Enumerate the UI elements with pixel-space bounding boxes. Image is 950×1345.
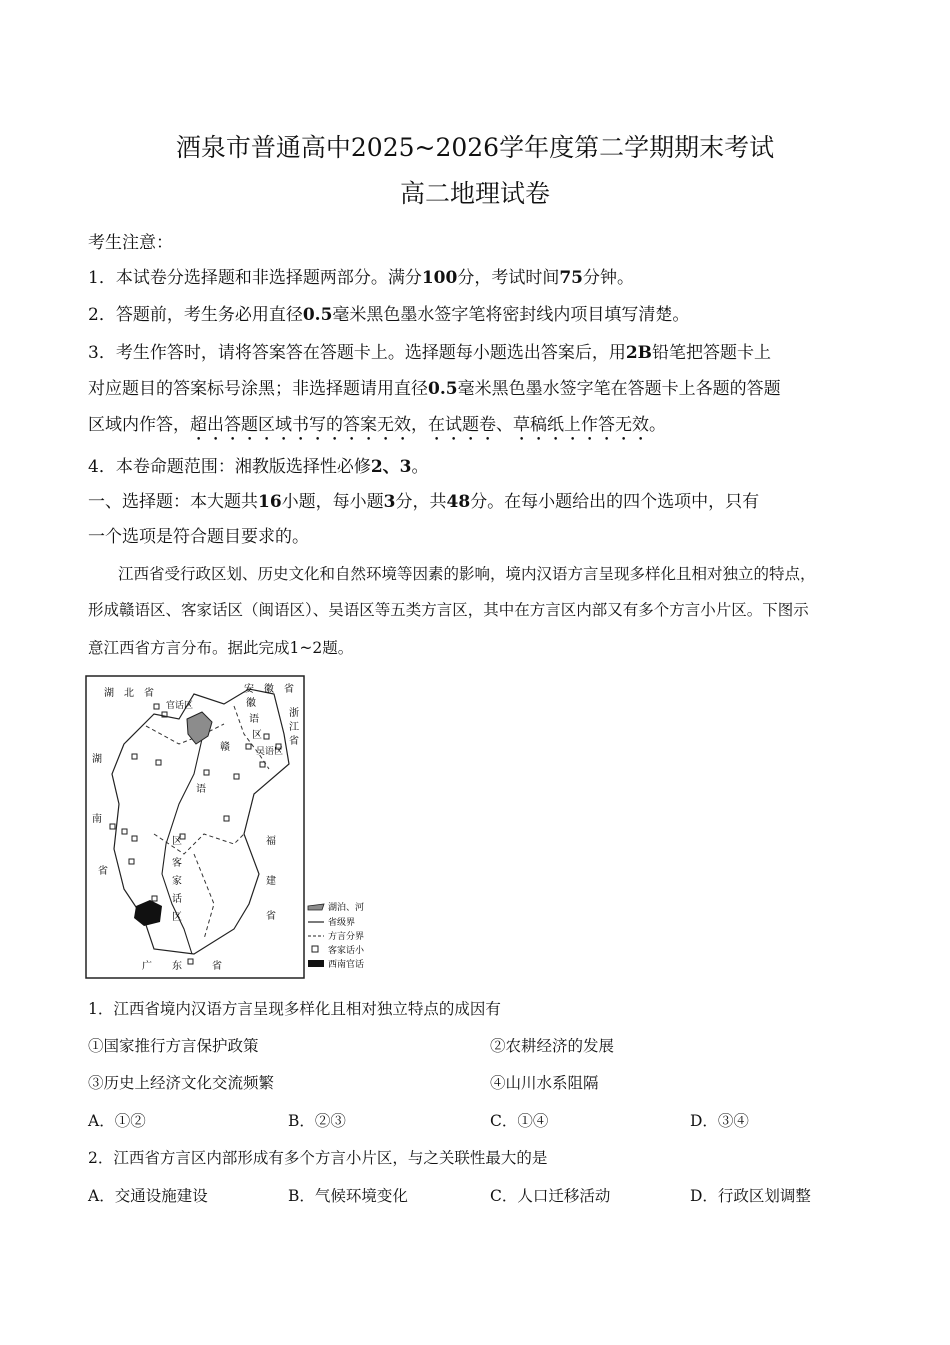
map-label-hui-2: 语 xyxy=(249,714,259,725)
question-2-option-b[interactable]: B．气候环境变化 xyxy=(288,1187,408,1205)
map-label-hakka-1: 客 xyxy=(172,858,182,869)
notice-text: 毫米黑色墨水签字笔将密封线内项目填写清楚。 xyxy=(332,305,690,325)
notice-item-4 xyxy=(88,452,429,477)
question-2-option-c[interactable]: C．人口迁移活动 xyxy=(490,1187,611,1205)
notice-mm: 0.5 xyxy=(428,379,458,399)
map-label-fujian-2: 建 xyxy=(266,876,276,887)
legend-southwest: 西南官话 xyxy=(328,960,365,970)
map-label-guangdong: 广 东 省 xyxy=(142,961,222,972)
map-legend xyxy=(308,901,365,970)
map-label-gan-1: 赣 xyxy=(220,742,230,753)
notice-text: 分钟。 xyxy=(583,268,634,288)
map-label-zhejiang-3: 省 xyxy=(289,736,299,747)
passage-line-3: 意江西省方言分布。据此完成1~2题。 xyxy=(88,639,354,657)
notice-text: 2．答题前，考生务必用直径 xyxy=(88,305,303,325)
question-1-option-b[interactable]: B．②③ xyxy=(288,1112,346,1130)
legend-lake-symbol xyxy=(308,904,324,910)
notice-item-3-line-1 xyxy=(88,338,771,363)
section-heading-line-2: 一个选项是符合题目要求的。 xyxy=(88,527,309,547)
notice-heading: 考生注意： xyxy=(88,233,173,253)
notice-emphasis: 超出答题区域书写的答案无效，在试题卷、草稿纸上作答无效 xyxy=(190,415,649,435)
map-label-hui-3: 区 xyxy=(252,730,262,741)
map-label-anhui: 安 徽 省 xyxy=(244,684,294,695)
map-label-hakka-2: 家 xyxy=(172,876,182,887)
legend-lake: 湖泊、河 xyxy=(328,903,365,913)
section-text: 小题，每小题 xyxy=(281,492,384,512)
question-1-statement-4: ④山川水系阻隔 xyxy=(490,1074,599,1092)
jiangxi-dialect-map xyxy=(84,674,384,984)
section-total: 48 xyxy=(446,492,471,512)
dialect-boundary xyxy=(146,706,269,939)
map-label-wu: 吴语区 xyxy=(256,747,284,757)
map-label-hunan-3: 省 xyxy=(98,866,108,877)
notice-range: 2、3 xyxy=(370,457,412,477)
notice-text: 铅笔把答题卡上 xyxy=(652,343,772,363)
map-label-hakka-4: 区 xyxy=(172,912,182,923)
legend-southwest-symbol xyxy=(308,960,324,967)
notice-score: 100 xyxy=(421,268,458,288)
question-1-statement-3: ③历史上经济文化交流频繁 xyxy=(88,1074,275,1092)
legend-province: 省级界 xyxy=(328,918,356,928)
notice-text: 4．本卷命题范围：湘教版选择性必修 xyxy=(88,457,371,477)
section-count: 16 xyxy=(258,492,282,512)
passage-line-2: 形成赣语区、客家话区（闽语区）、吴语区等五类方言区，其中在方言区内部又有多个方言小片区。下图示 xyxy=(88,601,809,619)
river xyxy=(162,739,202,954)
question-1-statement-1: ①国家推行方言保护政策 xyxy=(88,1037,259,1055)
notice-item-3-line-3 xyxy=(88,410,666,445)
map-label-hubei: 湖 北 省 xyxy=(104,688,154,699)
map-label-zhejiang-2: 江 xyxy=(289,722,299,733)
legend-hakka-symbol xyxy=(312,946,318,952)
exam-title: 酒泉市普通高中2025~2026学年度第二学期期末考试 xyxy=(175,133,775,162)
section-text: 分。在每小题给出的四个选项中，只有 xyxy=(470,492,760,512)
question-2-option-a[interactable]: A．交通设施建设 xyxy=(88,1187,208,1205)
notice-text: 区域内作答， xyxy=(88,415,190,435)
map-label-guanhua: 官话区 xyxy=(166,701,194,711)
question-2-stem: 2．江西省方言区内部形成有多个方言小片区，与之关联性最大的是 xyxy=(88,1149,548,1167)
question-1-stem: 1．江西省境内汉语方言呈现多样化且相对独立特点的成因有 xyxy=(88,1000,501,1018)
notice-text: 3．考生作答时，请将答案答在答题卡上。选择题每小题选出答案后，用 xyxy=(88,343,626,363)
map-label-gan-2: 语 xyxy=(196,784,206,795)
question-1-option-c[interactable]: C．①④ xyxy=(490,1112,549,1130)
notice-time: 75 xyxy=(559,268,583,288)
passage-line-1: 江西省受行政区划、历史文化和自然环境等因素的影响，境内汉语方言呈现多样化且相对独立的特点， xyxy=(118,565,816,583)
notice-text: 1．本试卷分选择题和非选择题两部分。满分 xyxy=(88,268,422,288)
map-label-hui-1: 徽 xyxy=(246,698,256,709)
notice-item-3-line-2 xyxy=(88,374,781,399)
notice-pencil: 2B xyxy=(625,343,653,363)
section-each: 3 xyxy=(383,492,396,512)
section-heading-line-1 xyxy=(88,487,759,512)
section-text: 一、选择题：本大题共 xyxy=(88,492,258,512)
notice-text: 分，考试时间 xyxy=(457,268,560,288)
map-label-gan-3: 区 xyxy=(172,836,182,847)
legend-hakka: 客家话小 xyxy=(328,946,365,956)
map-label-hakka-3: 话 xyxy=(172,894,182,905)
notice-text: 对应题目的答案标号涂黑；非选择题请用直径 xyxy=(88,379,428,399)
notice-item-1 xyxy=(88,263,634,288)
notice-mm: 0.5 xyxy=(302,305,333,325)
notice-text: 。 xyxy=(411,457,429,477)
map-label-hunan-1: 湖 xyxy=(92,754,102,765)
question-1-option-a[interactable]: A．①② xyxy=(88,1112,146,1130)
notice-item-2 xyxy=(88,300,689,325)
map-label-fujian-3: 省 xyxy=(266,911,276,922)
question-1-statement-2: ②农耕经济的发展 xyxy=(490,1037,615,1055)
map-label-hunan-2: 南 xyxy=(92,814,102,825)
section-text: 分，共 xyxy=(395,492,447,512)
map-label-fujian-1: 福 xyxy=(266,836,276,847)
legend-dialect: 方言分界 xyxy=(328,932,365,942)
exam-subtitle: 高二地理试卷 xyxy=(399,179,550,208)
map-label-zhejiang-1: 浙 xyxy=(289,708,299,719)
question-1-option-d[interactable]: D．③④ xyxy=(690,1112,749,1130)
notice-text: 。 xyxy=(649,415,666,435)
notice-text: 毫米黑色墨水签字笔在答题卡上各题的答题 xyxy=(457,379,781,399)
question-2-option-d[interactable]: D．行政区划调整 xyxy=(690,1187,811,1205)
southwest-mandarin-area xyxy=(134,900,162,926)
